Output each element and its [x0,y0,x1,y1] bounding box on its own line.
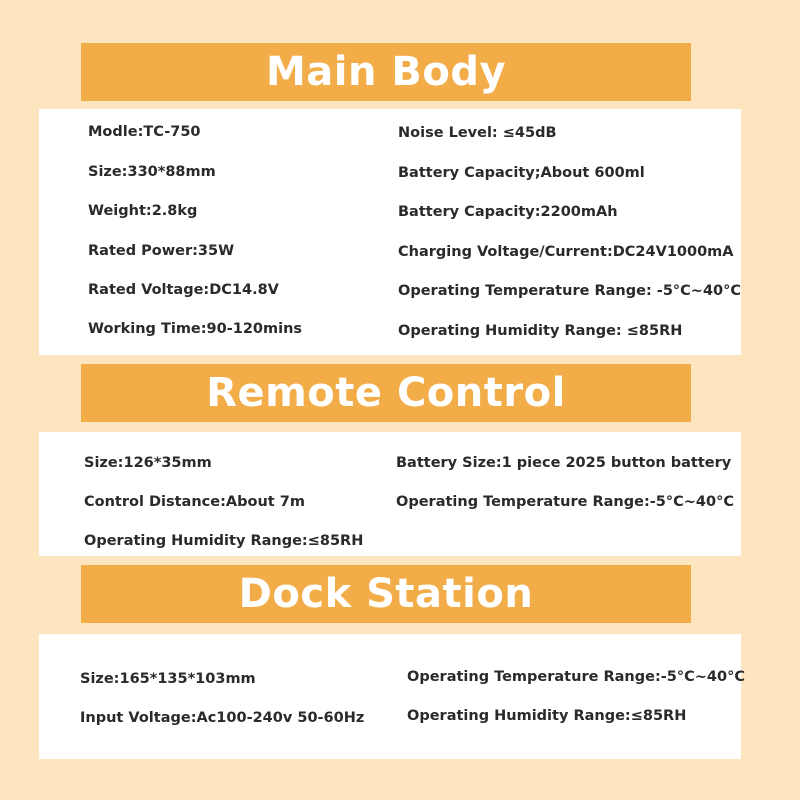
spec-battery-capacity: Battery Capacity:2200mAh [398,204,618,220]
remote-control-title: Remote Control [206,370,566,416]
spec-weight: Weight:2.8kg [88,203,198,219]
spec-rated-voltage: Rated Voltage:DC14.8V [88,282,279,298]
dock-size: Size:165*135*103mm [80,671,256,687]
spec-noise-level: Noise Level: ≤45dB [398,125,557,141]
remote-control-panel [39,432,741,556]
remote-control-banner [81,364,691,422]
remote-operating-humidity: Operating Humidity Range:≤85RH [84,533,364,549]
spec-model: Modle:TC-750 [88,124,201,140]
spec-dust-capacity: Battery Capacity;About 600ml [398,165,645,181]
spec-operating-humidity: Operating Humidity Range: ≤85RH [398,323,683,339]
dock-operating-temperature: Operating Temperature Range:-5°C~40°C [407,669,745,685]
spec-rated-power: Rated Power:35W [88,243,235,259]
remote-size: Size:126*35mm [84,455,212,471]
spec-working-time: Working Time:90-120mins [88,321,303,337]
remote-operating-temperature: Operating Temperature Range:-5°C~40°C [396,494,734,510]
dock-station-panel [39,634,745,759]
dock-station-title: Dock Station [238,571,534,617]
spec-charging: Charging Voltage/Current:DC24V1000mA [398,244,734,260]
main-body-banner [81,43,691,101]
dock-operating-humidity: Operating Humidity Range:≤85RH [407,708,687,724]
dock-station-banner [81,565,691,623]
main-body-panel [39,109,741,355]
remote-control-distance: Control Distance:About 7m [84,494,305,510]
spec-operating-temperature: Operating Temperature Range: -5°C~40°C [398,283,742,299]
dock-input-voltage: Input Voltage:Ac100-240v 50-60Hz [80,710,365,726]
main-body-title: Main Body [265,49,507,95]
remote-battery-size: Battery Size:1 piece 2025 button battery [396,455,732,471]
spec-size: Size:330*88mm [88,164,216,180]
